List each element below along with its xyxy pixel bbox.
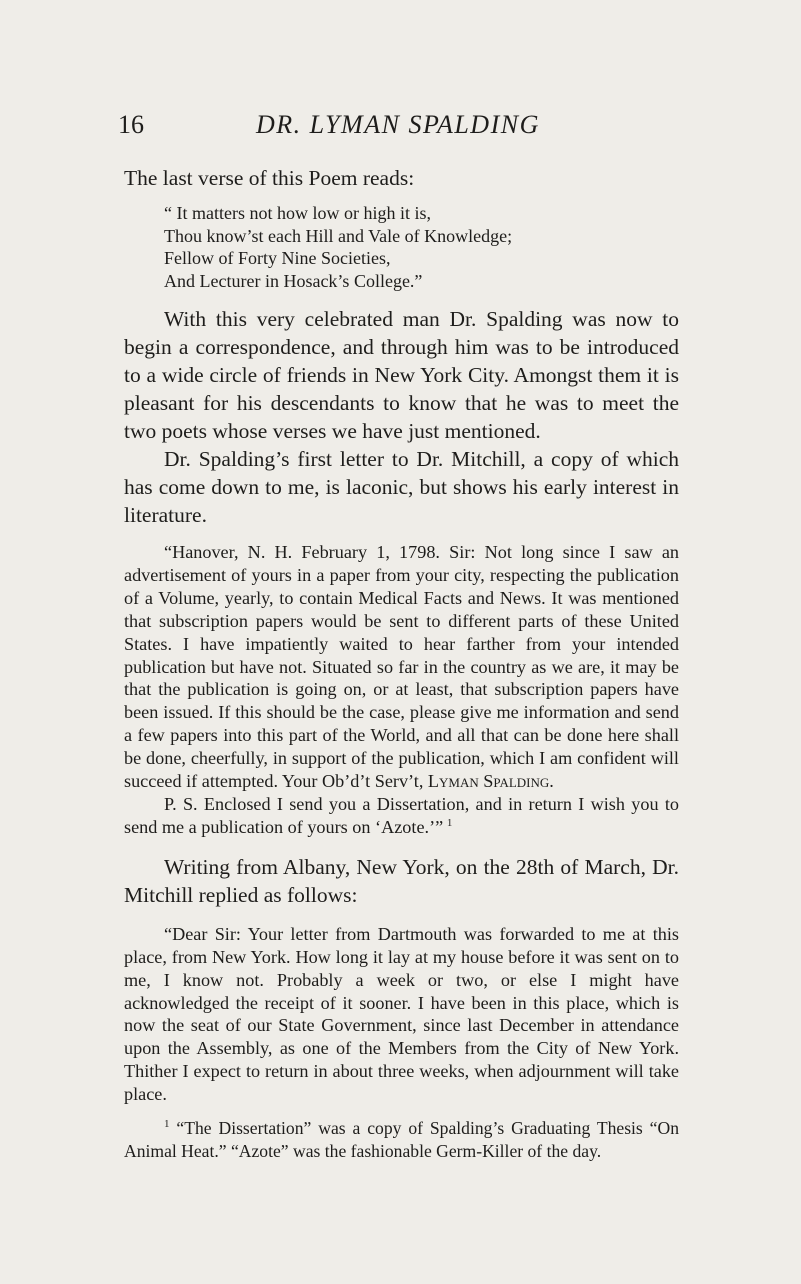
verse-line: Fellow of Forty Nine Societies, (164, 248, 391, 268)
footnote (124, 1117, 679, 1162)
narrative-paragraph: With this very celebrated man Dr. Spalding was now to begin a correspondence, and through him was to be introduced to a wide circle of friends in New York City. Amongst them it is pleasant for his descendants to know that he was to meet the two poets whose verses we have just mentioned. (124, 307, 679, 443)
page-number: 16 (118, 110, 144, 139)
lead-paragraph: The last verse of this Poem reads: (124, 166, 415, 190)
poem-verse (164, 202, 679, 292)
footnote-reference[interactable]: 1 (446, 816, 453, 829)
letter-body (124, 541, 679, 793)
letter-spalding (124, 541, 679, 839)
letter-signature: Lyman Spalding. (427, 771, 554, 792)
verse-line: And Lecturer in Hosack’s College.” (164, 270, 423, 291)
footnote-mark: 1 (164, 1118, 170, 1131)
verse-line: Thou know’st each Hill and Vale of Knowledge; (164, 225, 513, 246)
running-head: DR. LYMAN SPALDING (256, 110, 540, 139)
letter-body-text: “Hanover, N. H. February 1, 1798. Sir: Not long since I saw an advertisement of yours in a paper from your city, respecting the publication of a Volume, yearly, to contain Medical Facts and News. It was mentioned that subscription papers would be sent to different parts of these United States. I have impatiently waited to hear farther from your intended publication but have not. Situated so far in the country as we are, it may be that the publication is going on, or at least, that subscription papers have been issued. If this should be the case, please give me information and send a few papers into this part of the World, and all that can be done here shall be done, cheerfully, in support of the publication, which I am confident will succeed if attempted. Your Ob’d’t Serv’t, (124, 542, 679, 792)
footnote-text: “The Dissertation” was a copy of Spalding’s Graduating Thesis “On Animal Heat.” “Azote” was the fashionable Germ-Killer of the day. (124, 1118, 679, 1161)
verse-line: “ It matters not how low or high it is, (164, 203, 431, 223)
postscript-text: P. S. Enclosed I send you a Dissertation, and in return I wish you to send me a publication of yours on ‘Azote.’” (124, 793, 679, 837)
page-header (118, 106, 679, 146)
letter-postscript (124, 793, 679, 839)
letter-mitchill: “Dear Sir: Your letter from Dartmouth was forwarded to me at this place, from New York. How long it lay at my house before it was sent on to me, I know not. Probably a week or two, or else I might have acknowledged the receipt of it sooner. I have been in this place, which is now the seat of our State Government, since last December in attendance upon the Assembly, as one of the Members from the City of New York. Thither I expect to return in about three weeks, when adjournment will take place. (124, 923, 679, 1105)
book-page (118, 106, 679, 1180)
narrative-paragraph: Writing from Albany, New York, on the 28th of March, Dr. Mitchill replied as follows: (124, 854, 679, 907)
narrative-paragraph: Dr. Spalding’s first letter to Dr. Mitchill, a copy of which has come down to me, is laconic, but shows his early interest in literature. (124, 447, 679, 527)
